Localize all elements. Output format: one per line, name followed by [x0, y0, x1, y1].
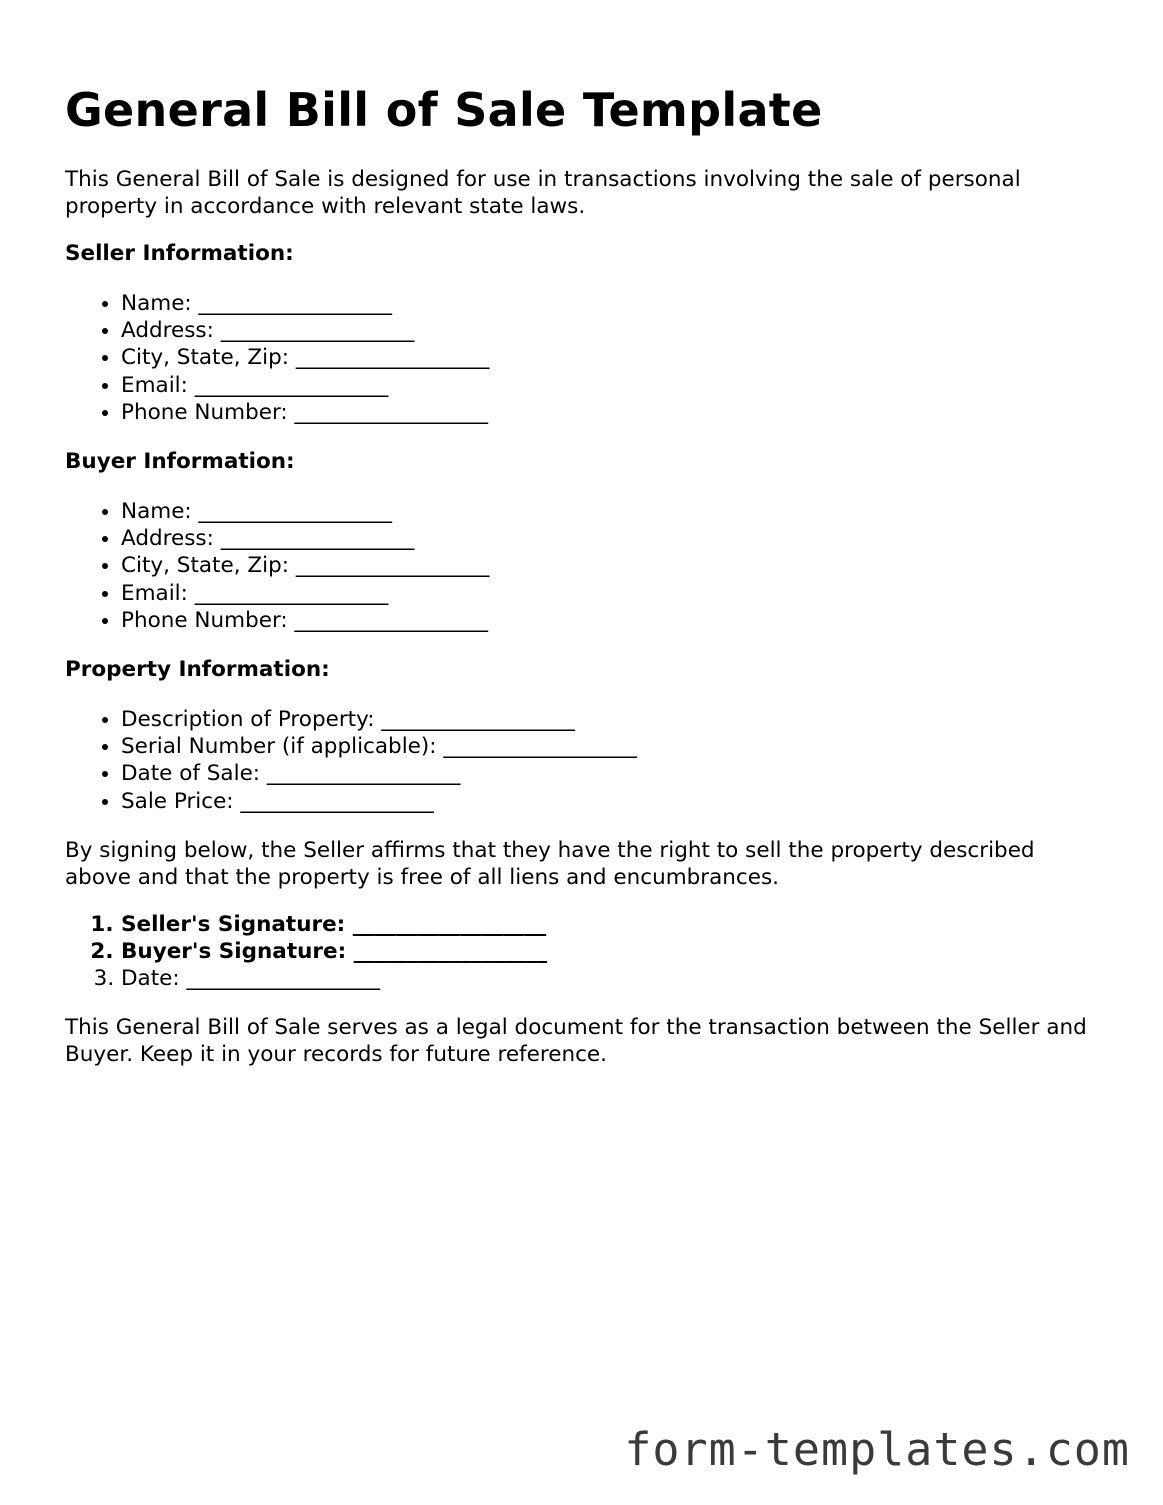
watermark-text: form-templates.com [624, 1423, 1130, 1476]
property-serial-number-field: • Serial Number (if applicable): __________________ [121, 733, 1105, 760]
buyer-signature-field: 2. Buyer's Signature: __________________ [121, 938, 1105, 965]
property-description-field: • Description of Property: __________________ [121, 706, 1105, 733]
seller-phone-field: • Phone Number: __________________ [121, 399, 1105, 426]
seller-address-field: • Address: __________________ [121, 317, 1105, 344]
document-page [65, 80, 1105, 1088]
closing-paragraph: This General Bill of Sale serves as a legal document for the transaction between the Seller and Buyer. Keep it in your records for future reference. [65, 1015, 1087, 1068]
buyer-fields-list [65, 498, 1105, 634]
buyer-heading: Buyer Information: [65, 449, 295, 475]
seller-city-state-zip-field: • City, State, Zip: __________________ [121, 344, 1105, 371]
seller-email-field: • Email: __________________ [121, 372, 1105, 399]
seller-fields-list [65, 290, 1105, 426]
intro-paragraph: This General Bill of Sale is designed for use in transactions involving the sale of personal property in accordance with relevant state laws. [65, 167, 1021, 219]
property-heading: Property Information: [65, 657, 330, 683]
buyer-city-state-zip-field: • City, State, Zip: __________________ [121, 552, 1105, 579]
buyer-email-field: • Email: __________________ [121, 580, 1105, 607]
buyer-name-field: • Name: __________________ [121, 498, 1105, 525]
seller-signature-field: 1. Seller's Signature: __________________ [121, 911, 1105, 938]
seller-heading: Seller Information: [65, 241, 294, 266]
property-date-of-sale-field: • Date of Sale: __________________ [121, 760, 1105, 787]
buyer-address-field: • Address: __________________ [121, 525, 1105, 552]
affirmation-paragraph: By signing below, the Seller affirms that they have the right to sell the property described above and that the property is free of all liens and encumbrances. [65, 837, 1035, 890]
signatures-list [65, 911, 1105, 993]
property-fields-list [65, 706, 1105, 815]
seller-name-field: • Name: __________________ [121, 290, 1105, 317]
buyer-phone-field: • Phone Number: __________________ [121, 607, 1105, 634]
signature-date-field: 3. Date: __________________ [121, 965, 1105, 992]
property-sale-price-field: • Sale Price: __________________ [121, 788, 1105, 815]
document-title: General Bill of Sale Template [65, 83, 823, 137]
